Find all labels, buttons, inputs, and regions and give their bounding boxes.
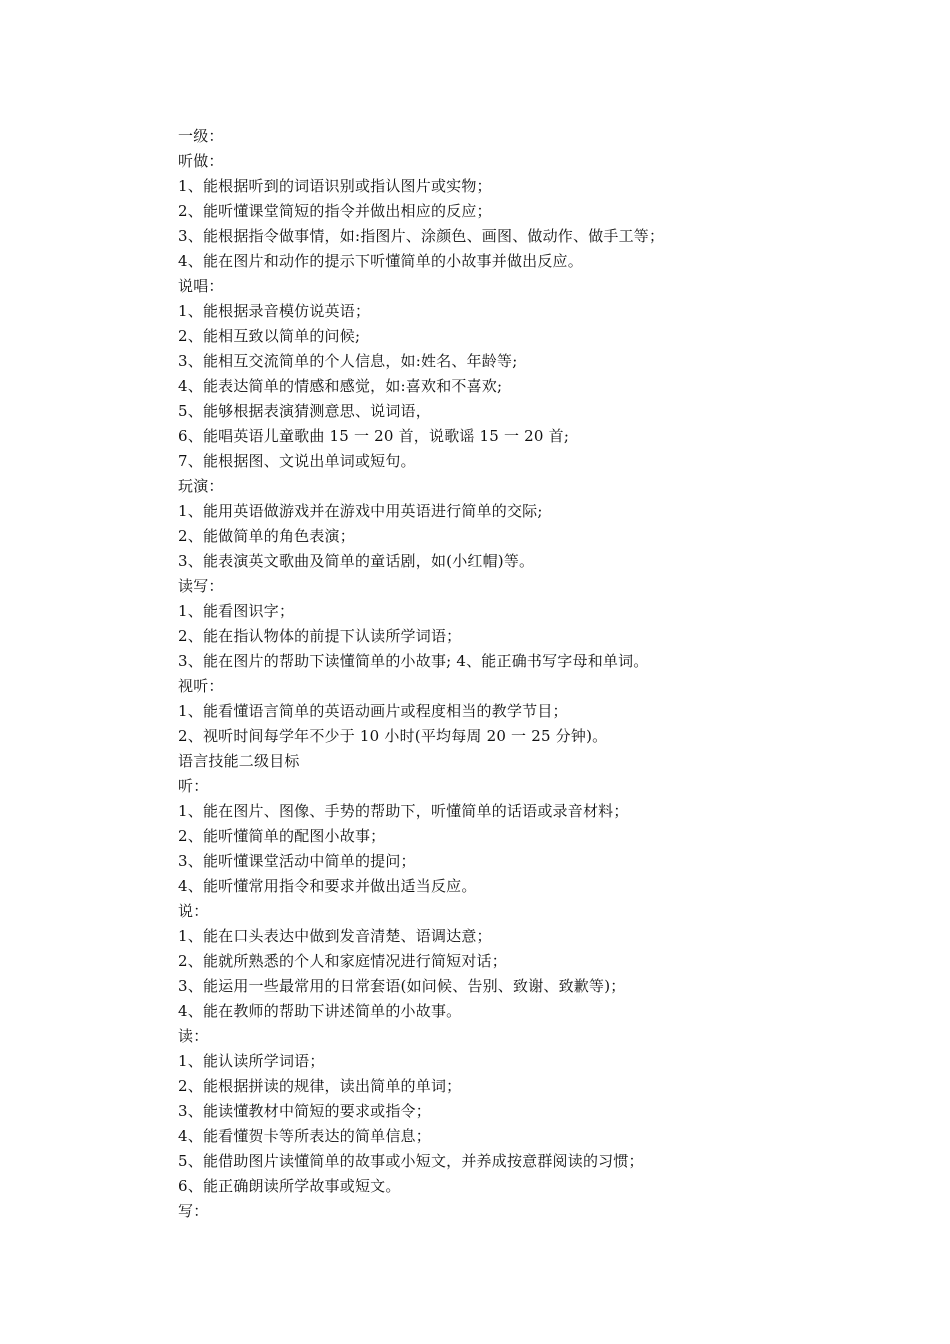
text-line: 玩演： (178, 477, 224, 495)
text-line: 1、能用英语做游戏并在游戏中用英语进行简单的交际; (178, 502, 543, 520)
text-line: 1、能根据录音模仿说英语； (178, 302, 371, 320)
text-line: 4、能表达简单的情感和感觉，如:喜欢和不喜欢; (178, 377, 503, 395)
text-line: 3、能运用一些最常用的日常套语(如问候、告别、致谢、致歉等)； (178, 977, 626, 995)
text-line: 视听： (178, 677, 224, 695)
text-line: 4、能在教师的帮助下讲述简单的小故事。 (178, 1002, 462, 1020)
text-line: 2、能做简单的角色表演； (178, 527, 355, 545)
text-line: 2、能就所熟悉的个人和家庭情况进行简短对话； (178, 952, 507, 970)
text-line: 2、能相互致以简单的问候; (178, 327, 361, 345)
text-line: 说唱： (178, 277, 224, 295)
text-line: 1、能看懂语言简单的英语动画片或程度相当的教学节目； (178, 702, 568, 720)
text-line: 2、视听时间每学年不少于 10 小时(平均每周 20 一 25 分钟)。 (178, 727, 608, 745)
text-line: 1、能根据听到的词语识别或指认图片或实物； (178, 177, 492, 195)
text-line: 读写： (178, 577, 224, 595)
text-line: 2、能根据拼读的规律，读出简单的单词； (178, 1077, 462, 1095)
text-line: 4、能看懂贺卡等所表达的简单信息； (178, 1127, 431, 1145)
text-line: 7、能根据图、文说出单词或短句。 (178, 452, 416, 470)
text-line: 一级： (178, 127, 224, 145)
text-line: 3、能表演英文歌曲及简单的童话剧，如(小红帽)等。 (178, 552, 535, 570)
document-body (178, 124, 878, 1224)
text-line: 语言技能二级目标 (178, 752, 300, 770)
text-line: 5、能借助图片读懂简单的故事或小短文，并养成按意群阅读的习惯； (178, 1152, 644, 1170)
text-line: 2、能在指认物体的前提下认读所学词语； (178, 627, 462, 645)
text-line: 4、能听懂常用指令和要求并做出适当反应。 (178, 877, 477, 895)
text-line: 5、能够根据表演猜测意思、说词语， (178, 402, 431, 420)
text-line: 读： (178, 1027, 209, 1045)
text-line: 3、能读懂教材中简短的要求或指令； (178, 1102, 431, 1120)
text-line: 说： (178, 902, 209, 920)
text-line: 3、能在图片的帮助下读懂简单的小故事; 4、能正确书写字母和单词。 (178, 652, 649, 670)
text-line: 1、能认读所学词语； (178, 1052, 325, 1070)
text-line: 1、能在图片、图像、手势的帮助下，听懂简单的话语或录音材料； (178, 802, 629, 820)
text-line: 2、能听懂课堂简短的指令并做出相应的反应； (178, 202, 492, 220)
text-line: 3、能相互交流简单的个人信息，如:姓名、年龄等; (178, 352, 518, 370)
text-line: 1、能在口头表达中做到发音清楚、语调达意； (178, 927, 492, 945)
text-line: 1、能看图识字； (178, 602, 295, 620)
text-line: 写： (178, 1202, 209, 1220)
text-line: 3、能根据指令做事情，如:指图片、涂颜色、画图、做动作、做手工等； (178, 227, 665, 245)
text-line: 6、能唱英语儿童歌曲 15 一 20 首，说歌谣 15 一 20 首; (178, 427, 570, 445)
text-line: 听做： (178, 152, 224, 170)
text-line: 4、能在图片和动作的提示下听懂简单的小故事并做出反应。 (178, 252, 583, 270)
text-line: 3、能听懂课堂活动中简单的提问； (178, 852, 416, 870)
text-line: 听： (178, 777, 209, 795)
text-line: 6、能正确朗读所学故事或短文。 (178, 1177, 401, 1195)
text-line: 2、能听懂简单的配图小故事； (178, 827, 386, 845)
